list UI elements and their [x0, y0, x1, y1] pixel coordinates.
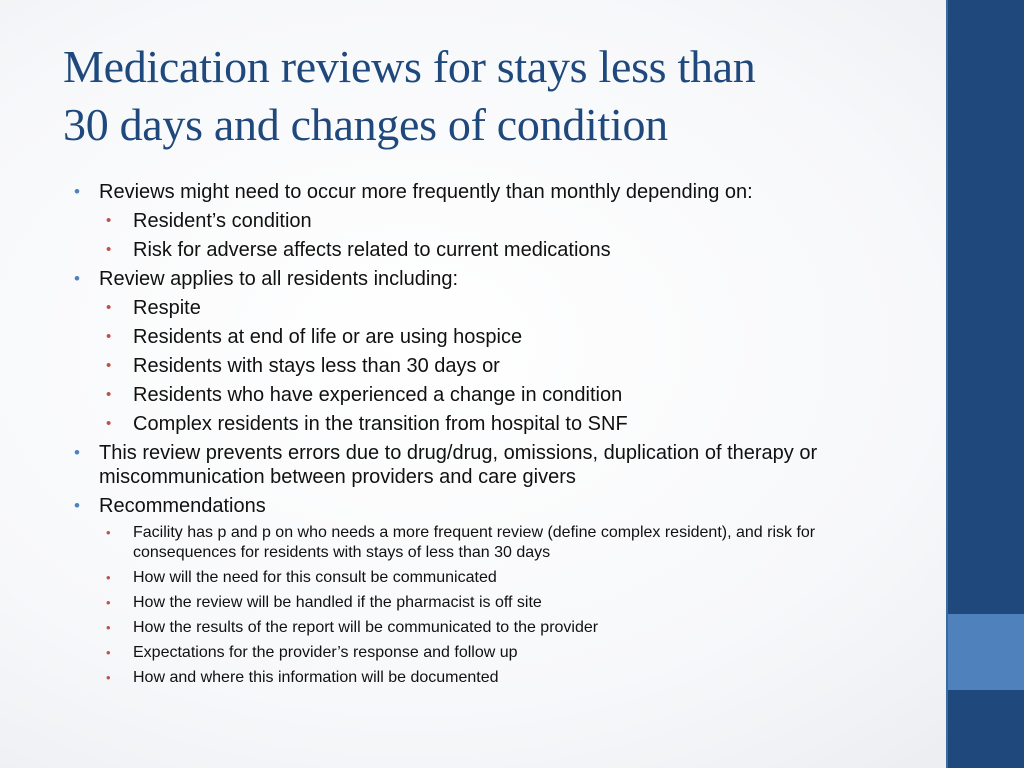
sub-bullet-icon: •	[106, 357, 112, 374]
bullet-icon: •	[74, 182, 80, 201]
sub-bullet-item	[99, 412, 904, 436]
bullet-item	[74, 441, 904, 489]
sub-bullet-text: Residents who have experienced a change in condition	[133, 384, 623, 406]
sub-bullet-text: Resident’s condition	[133, 210, 312, 232]
bullet-text: Review applies to all residents including:	[99, 268, 459, 290]
bullet-list	[74, 180, 904, 688]
sub-bullet-item	[99, 568, 904, 588]
slide-title	[63, 38, 923, 154]
sub-bullet-text: How will the need for this consult be communicated	[133, 569, 497, 586]
sub-bullet-item	[99, 325, 904, 349]
sub-bullet-text: How and where this information will be documented	[133, 669, 499, 686]
bullet-icon: •	[74, 269, 80, 288]
sub-bullet-item	[99, 238, 904, 262]
sub-bullet-icon: •	[106, 620, 111, 635]
bullet-text: This review prevents errors due to drug/drug, omissions, duplication of therapy or miscommunication between providers and care givers	[99, 442, 818, 488]
sub-bullet-icon: •	[106, 241, 112, 258]
sub-bullet-item	[99, 668, 904, 688]
sub-bullet-icon: •	[106, 595, 111, 610]
sub-bullet-item	[99, 209, 904, 233]
sub-bullet-text: Expectations for the provider’s response and follow up	[133, 644, 518, 661]
bullet-text: Recommendations	[99, 495, 266, 517]
slide-body	[74, 180, 904, 693]
sub-bullet-item	[99, 523, 904, 563]
sub-bullet-item	[99, 354, 904, 378]
sub-bullet-icon: •	[106, 645, 111, 660]
sub-bullet-text: Respite	[133, 297, 201, 319]
sub-bullet-icon: •	[106, 570, 111, 585]
sub-bullet-icon: •	[106, 328, 112, 345]
sub-bullet-item	[99, 296, 904, 320]
sub-bullet-list	[99, 209, 904, 262]
bullet-icon: •	[74, 443, 80, 462]
sub-bullet-text: Residents with stays less than 30 days or	[133, 355, 500, 377]
sub-bullet-text: Complex residents in the transition from hospital to SNF	[133, 413, 628, 435]
sub-bullet-icon: •	[106, 525, 111, 540]
sub-bullet-list	[99, 296, 904, 436]
sub-bullet-text: How the review will be handled if the pharmacist is off site	[133, 594, 542, 611]
sub-bullet-item	[99, 643, 904, 663]
sub-bullet-list	[99, 523, 904, 688]
sub-bullet-text: How the results of the report will be communicated to the provider	[133, 619, 599, 636]
bullet-item	[74, 494, 904, 688]
bullet-text: Reviews might need to occur more frequently than monthly depending on:	[99, 181, 753, 203]
sub-bullet-icon: •	[106, 670, 111, 685]
sub-bullet-icon: •	[106, 386, 112, 403]
sub-bullet-text: Facility has p and p on who needs a more frequent review (define complex resident), and risk for consequences for residents with stays of less than 30 days	[133, 524, 816, 561]
bullet-item	[74, 180, 904, 262]
sub-bullet-item	[99, 383, 904, 407]
sub-bullet-item	[99, 593, 904, 613]
sub-bullet-text: Residents at end of life or are using hospice	[133, 326, 523, 348]
sub-bullet-text: Risk for adverse affects related to current medications	[133, 239, 611, 261]
slide-title-line-1: Medication reviews for stays less than	[63, 41, 756, 92]
bullet-icon: •	[74, 496, 80, 515]
sub-bullet-icon: •	[106, 212, 112, 229]
sub-bullet-icon: •	[106, 415, 112, 432]
bullet-item	[74, 267, 904, 436]
side-accent-block	[948, 614, 1024, 690]
sub-bullet-item	[99, 618, 904, 638]
slide-title-line-2: 30 days and changes of condition	[63, 99, 668, 150]
sub-bullet-icon: •	[106, 299, 112, 316]
